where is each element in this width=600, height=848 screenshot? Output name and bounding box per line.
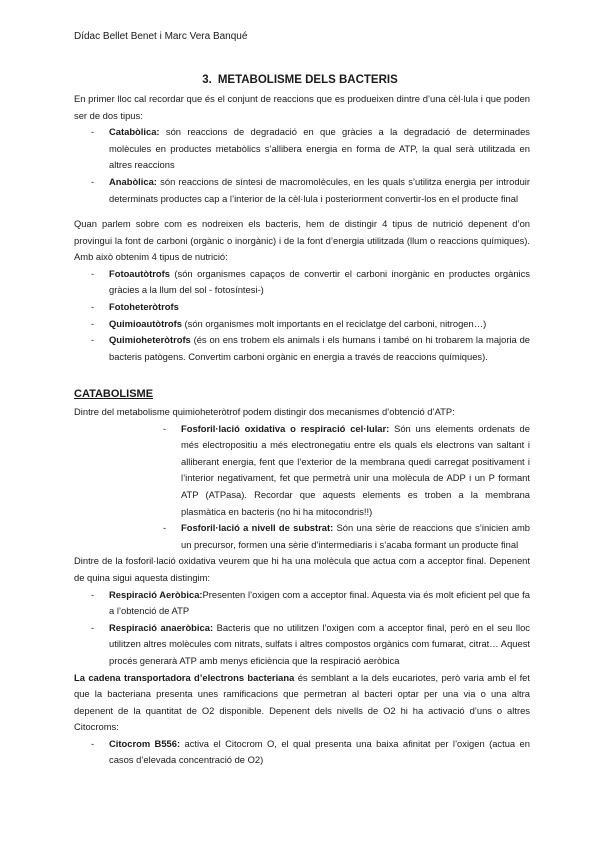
list-item-term: Respiració Aeròbica: xyxy=(109,588,203,600)
catabolism-block xyxy=(74,404,530,769)
list-item xyxy=(74,520,530,553)
list-item xyxy=(74,736,530,769)
nutrition-types-list xyxy=(74,266,530,366)
electron-chain-paragraph xyxy=(74,670,530,736)
list-item xyxy=(74,587,530,620)
list-item xyxy=(74,124,530,174)
list-item-term: Fotoautòtrofs xyxy=(109,267,170,279)
list-item xyxy=(74,299,530,316)
acceptor-paragraph: Dintre de la fosforil·lació oxidativa veurem que hi ha una molècula que actua com a acceptor final. Depenent de quina sigui aquesta distingim: xyxy=(74,555,530,583)
respiration-types-list xyxy=(74,587,530,670)
list-item-term: Catabòlica: xyxy=(109,126,160,138)
electron-chain-text: és semblant a la dels eucariotes, però varia amb el fet que la bacteriana presenta unes ramificacions que permetran al bacteri optar per una via o una altra depenent de la quantitat de O2 disponible. Depenent dels nivells de O2 hi ha activació d’uns o altres Citocroms: xyxy=(74,671,531,733)
list-item xyxy=(74,421,530,521)
list-item-term: Quimioautòtrofs xyxy=(109,317,182,329)
list-item-text: (és on ens trobem els animals i els humans i també on hi trobarem la majoria de bacteris patògens. Convertim carboni orgànic en energia a través de reaccions químiques). xyxy=(109,334,530,362)
list-item-text: són reaccions de síntesi de macromolècules, en les quals s’utilitza energia per introduir determinats productes cap a l’interior de la cèl·lula i posteriorment convertir-los en el producte final xyxy=(109,175,530,204)
reaction-types-list xyxy=(74,124,530,207)
list-item-text: activa el Citocrom O, el qual presenta una baixa afinitat per l’oxigen (actua en casos d’elevada concentració de O2) xyxy=(109,737,530,766)
intro-paragraph: En primer lloc cal recordar que és el conjunt de reaccions que es produeixen dintre d’una cèl·lula i que poden ser de dos tipus: xyxy=(74,93,530,121)
nutrition-block xyxy=(74,216,530,365)
list-item-term: Fosforil·lació a nivell de substrat: xyxy=(181,522,334,534)
author-header: Dídac Bellet Benet i Marc Vera Banqué xyxy=(74,31,248,42)
list-item-term: Citocrom B556: xyxy=(109,737,181,749)
section-title xyxy=(0,72,600,88)
list-item-text: Bacteris que no utilitzen l’oxigen com a acceptor final, però en el seu lloc utilitzen altres molècules com nitrats, sulfats i altres compostos orgànics com fumarat, citrat… Aquest procés generarà ATP amb menys eficiència que la respiració aeròbica xyxy=(109,621,530,666)
list-item-term: Fotoheteròtrofs xyxy=(109,300,179,312)
list-item xyxy=(74,174,530,207)
cytochrome-list xyxy=(74,736,530,769)
section-number: 3. xyxy=(202,74,212,86)
list-item-term: Fosforil·lació oxidativa o respiració cel·lular: xyxy=(181,422,390,434)
list-item-text: (són organismes molt importants en el reciclatge del carboni, nitrogen…) xyxy=(181,317,487,329)
electron-chain-term: La cadena transportadora d’electrons bacteriana xyxy=(74,671,295,683)
atp-mechanisms-list xyxy=(74,421,530,554)
list-item-text: Són uns elements ordenats de més electropositiu a més electronegatiu entre els quals els electrons van saltant i alliberant energia, fent que l’exterior de la membrana quedi carregat positivament i l’interior negativament, fet que permetrà unir una molècula de ADP i un P formant ATP (ATPasa). Recordar que aquests elements es troben a la membrana plasmàtica en bacteris (no hi ha mitocondris!!) xyxy=(181,422,530,517)
list-item-term: Anabòlica: xyxy=(109,175,157,187)
list-item xyxy=(74,332,530,365)
catabolism-paragraph: Dintre del metabolisme quimioheteròtrof podem distingir dos mecanismes d’obtenció d’ATP: xyxy=(74,406,455,417)
list-item-text: (són organismes capaços de convertir el carboni inorgànic en productes orgànics gràcies a la llum del sol - fotosíntesi-) xyxy=(109,267,530,296)
list-item-text: Presenten l’oxigen com a acceptor final. Aquesta via és molt eficient pel que fa a l’obtenció de ATP xyxy=(109,588,530,617)
list-item xyxy=(74,266,530,299)
list-item xyxy=(74,620,530,670)
nutrition-paragraph: Quan parlem sobre com es nodreixen els bacteris, hem de distingir 4 tipus de nutrició depenent d’on provingui la font de carboni (orgànic o inorgànic) i de la font d’energia utilitzada (llum o reaccions químiques). Amb això obtenim 4 tipus de nutrició: xyxy=(74,218,530,263)
catabolism-heading: CATABOLISME xyxy=(74,388,154,400)
list-item-term: Quimioheteròtrofs xyxy=(109,334,191,346)
list-item-text: Són una sèrie de reaccions que s’inicien amb un precursor, formen una sèrie d’intermediaris i s’acaba formant un producte final xyxy=(181,522,530,550)
list-item xyxy=(74,316,530,333)
list-item-text: són reaccions de degradació en que gràcies a la degradació de determinades molècules en productes metabòlics s’allibera energia en forma de ATP, la qual serà utilitzada en altres reaccions xyxy=(109,126,530,171)
intro-block xyxy=(74,91,530,207)
list-item-term: Respiració anaeròbica: xyxy=(109,621,214,633)
section-title-text: METABOLISME DELS BACTERIS xyxy=(217,74,398,86)
